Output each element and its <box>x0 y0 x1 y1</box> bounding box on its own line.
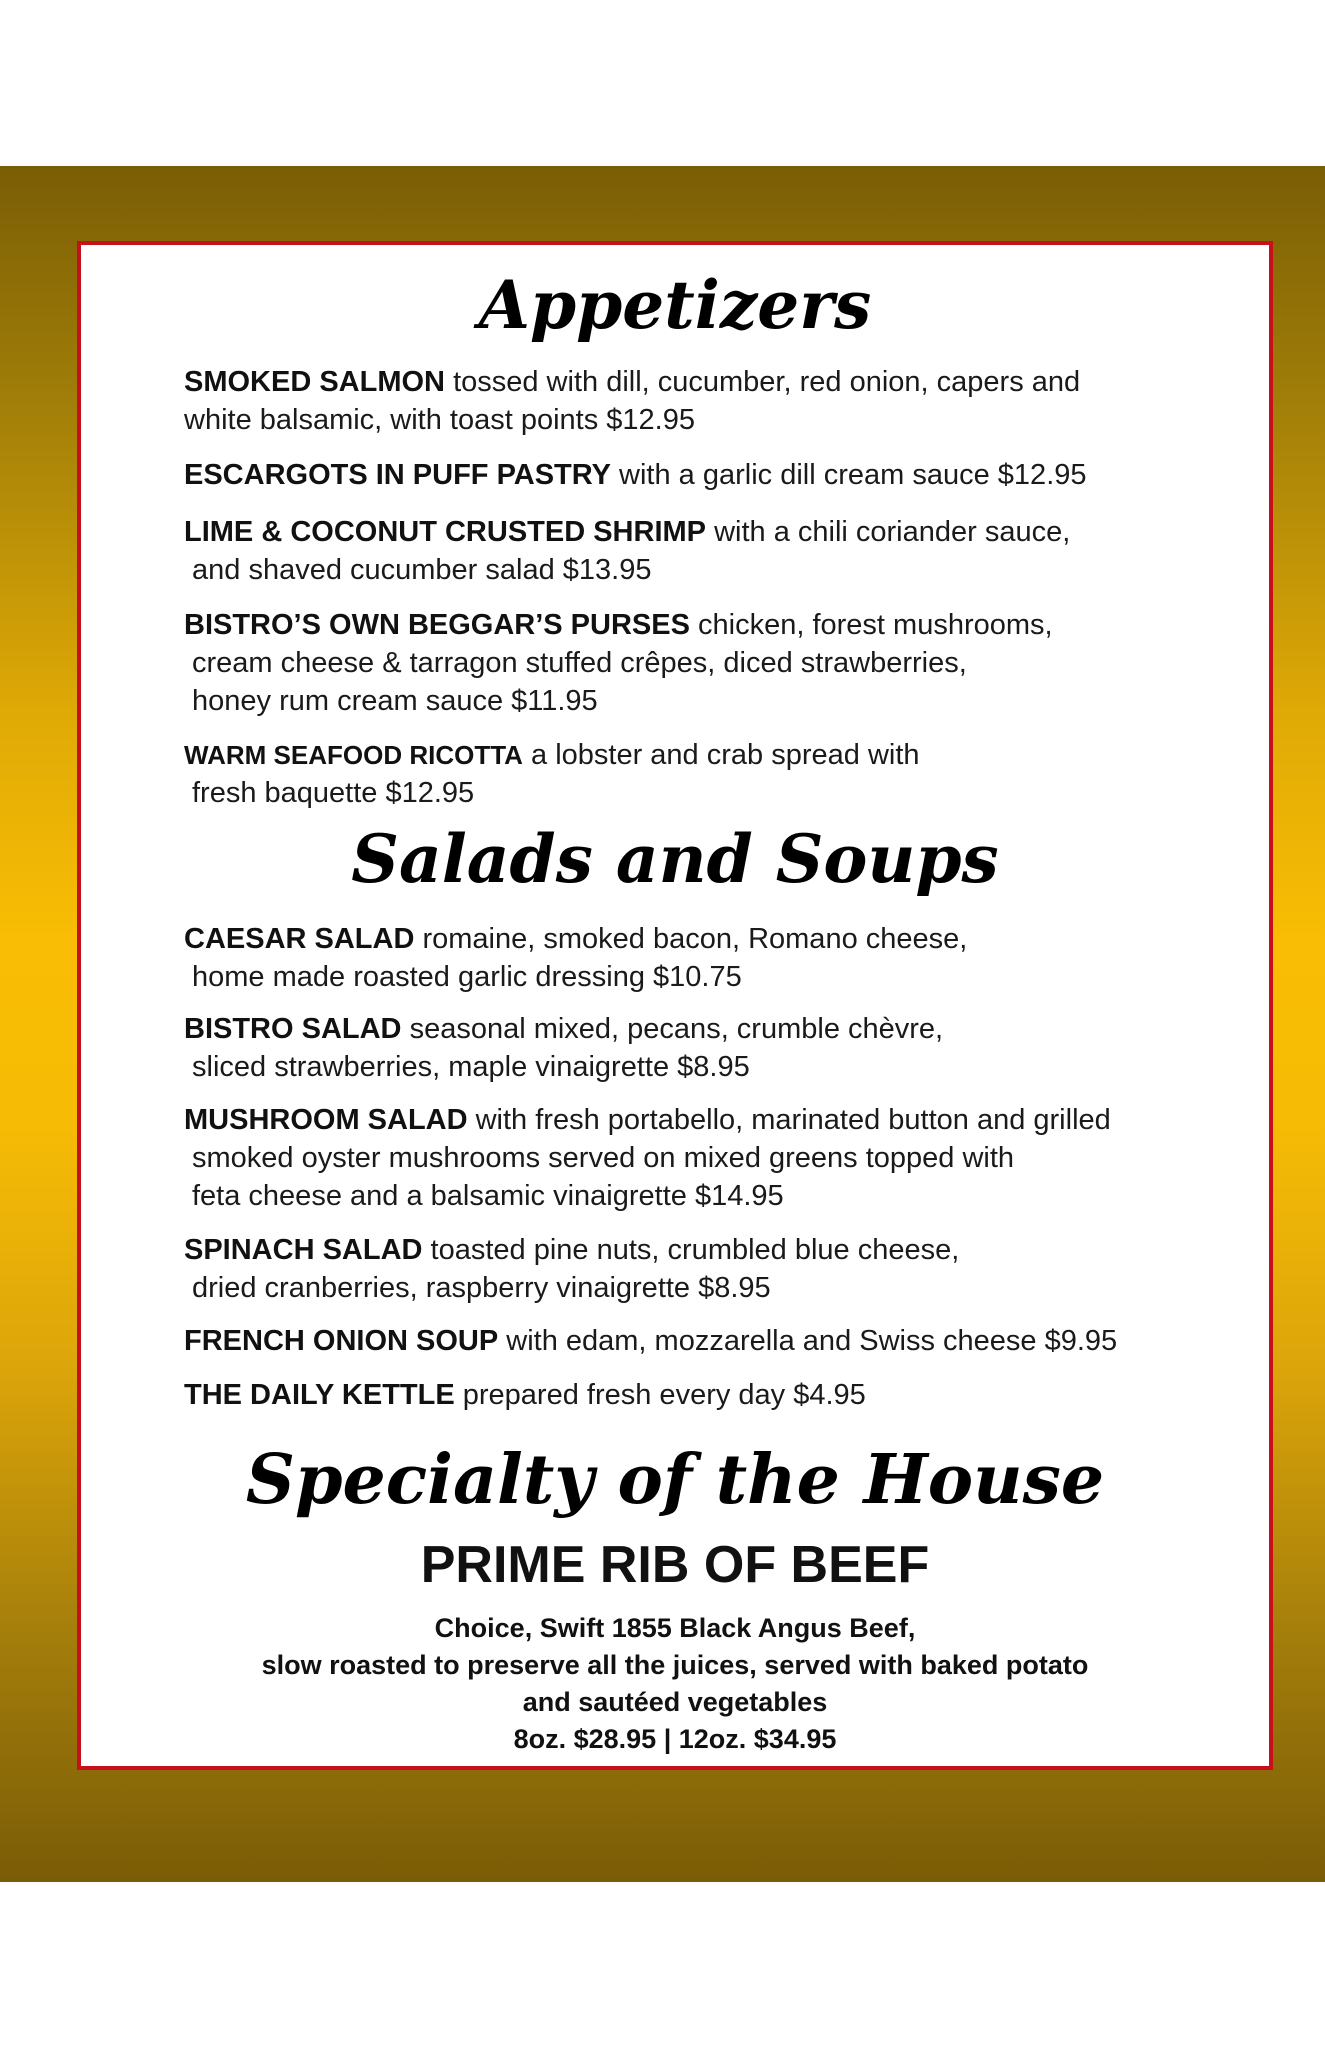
menu-item-beggars-purses <box>184 606 1053 720</box>
item-description: a lobster and crab spread with <box>531 739 920 771</box>
item-description: with a chili coriander sauce, <box>714 516 1071 548</box>
item-description: romaine, smoked bacon, Romano cheese, <box>422 923 968 955</box>
specialty-heading: Specialty of the House <box>245 1440 1105 1520</box>
salads-soups-heading: Salads and Soups <box>351 820 999 898</box>
item-description: seasonal mixed, pecans, crumble chèvre, <box>409 1013 944 1045</box>
item-name: LIME & COCONUT CRUSTED SHRIMP <box>184 516 706 548</box>
menu-item-smoked-salmon <box>184 363 1080 439</box>
menu-item-bistro-salad <box>184 1010 943 1086</box>
item-description-line2: dried cranberries, raspberry vinaigrette $8.95 <box>192 1272 771 1304</box>
menu-panel <box>77 241 1273 1770</box>
specialty-description-line1: Choice, Swift 1855 Black Angus Beef, <box>434 1613 916 1643</box>
menu-item-mushroom-salad <box>184 1101 1111 1215</box>
item-description: with edam, mozzarella and Swiss cheese $9.95 <box>506 1325 1118 1357</box>
menu-item-french-onion-soup <box>184 1322 1117 1360</box>
item-description-line2: and shaved cucumber salad $13.95 <box>192 554 652 586</box>
item-name: SPINACH SALAD <box>184 1234 423 1266</box>
menu-item-spinach-salad <box>184 1231 959 1307</box>
item-description-line2: fresh baquette $12.95 <box>192 777 475 809</box>
item-name: BISTRO’S OWN BEGGAR’S PURSES <box>184 609 690 641</box>
item-name: WARM SEAFOOD RICOTTA <box>184 740 523 770</box>
item-description-line2: cream cheese & tarragon stuffed crêpes, diced strawberries, <box>192 647 967 679</box>
item-description: with fresh portabello, marinated button and grilled <box>475 1104 1111 1136</box>
item-description: chicken, forest mushrooms, <box>698 609 1053 641</box>
item-description-line2: smoked oyster mushrooms served on mixed greens topped with <box>192 1142 1015 1174</box>
specialty-description-line2: slow roasted to preserve all the juices, served with baked potato <box>261 1650 1089 1680</box>
menu-item-seafood-ricotta <box>184 736 920 812</box>
item-name: FRENCH ONION SOUP <box>184 1325 499 1357</box>
item-description-line2: sliced strawberries, maple vinaigrette $8.95 <box>192 1051 750 1083</box>
specialty-title: PRIME RIB OF BEEF <box>420 1536 930 1594</box>
item-name: CAESAR SALAD <box>184 923 415 955</box>
item-description: prepared fresh every day $4.95 <box>462 1379 866 1411</box>
item-description-line3: honey rum cream sauce $11.95 <box>192 685 598 717</box>
menu-item-daily-kettle <box>184 1376 866 1414</box>
item-name: MUSHROOM SALAD <box>184 1104 468 1136</box>
item-description-line2: home made roasted garlic dressing $10.75 <box>192 961 742 993</box>
menu-item-caesar-salad <box>184 920 967 996</box>
item-name: SMOKED SALMON <box>184 366 445 398</box>
specialty-description-line3: and sautéed vegetables <box>522 1687 828 1717</box>
item-description-line3: feta cheese and a balsamic vinaigrette $14.95 <box>192 1180 784 1212</box>
menu-item-coconut-shrimp <box>184 513 1070 589</box>
item-description-line2: white balsamic, with toast points $12.95 <box>184 404 695 436</box>
menu-item-escargots <box>184 456 1087 494</box>
item-description: toasted pine nuts, crumbled blue cheese, <box>430 1234 960 1266</box>
item-name: THE DAILY KETTLE <box>184 1379 455 1411</box>
item-description: with a garlic dill cream sauce $12.95 <box>619 459 1087 491</box>
appetizers-heading: Appetizers <box>478 266 872 344</box>
item-name: ESCARGOTS IN PUFF PASTRY <box>184 459 611 491</box>
item-name: BISTRO SALAD <box>184 1013 402 1045</box>
specialty-prices: 8oz. $28.95 | 12oz. $34.95 <box>513 1724 837 1754</box>
item-description: tossed with dill, cucumber, red onion, capers and <box>453 366 1081 398</box>
